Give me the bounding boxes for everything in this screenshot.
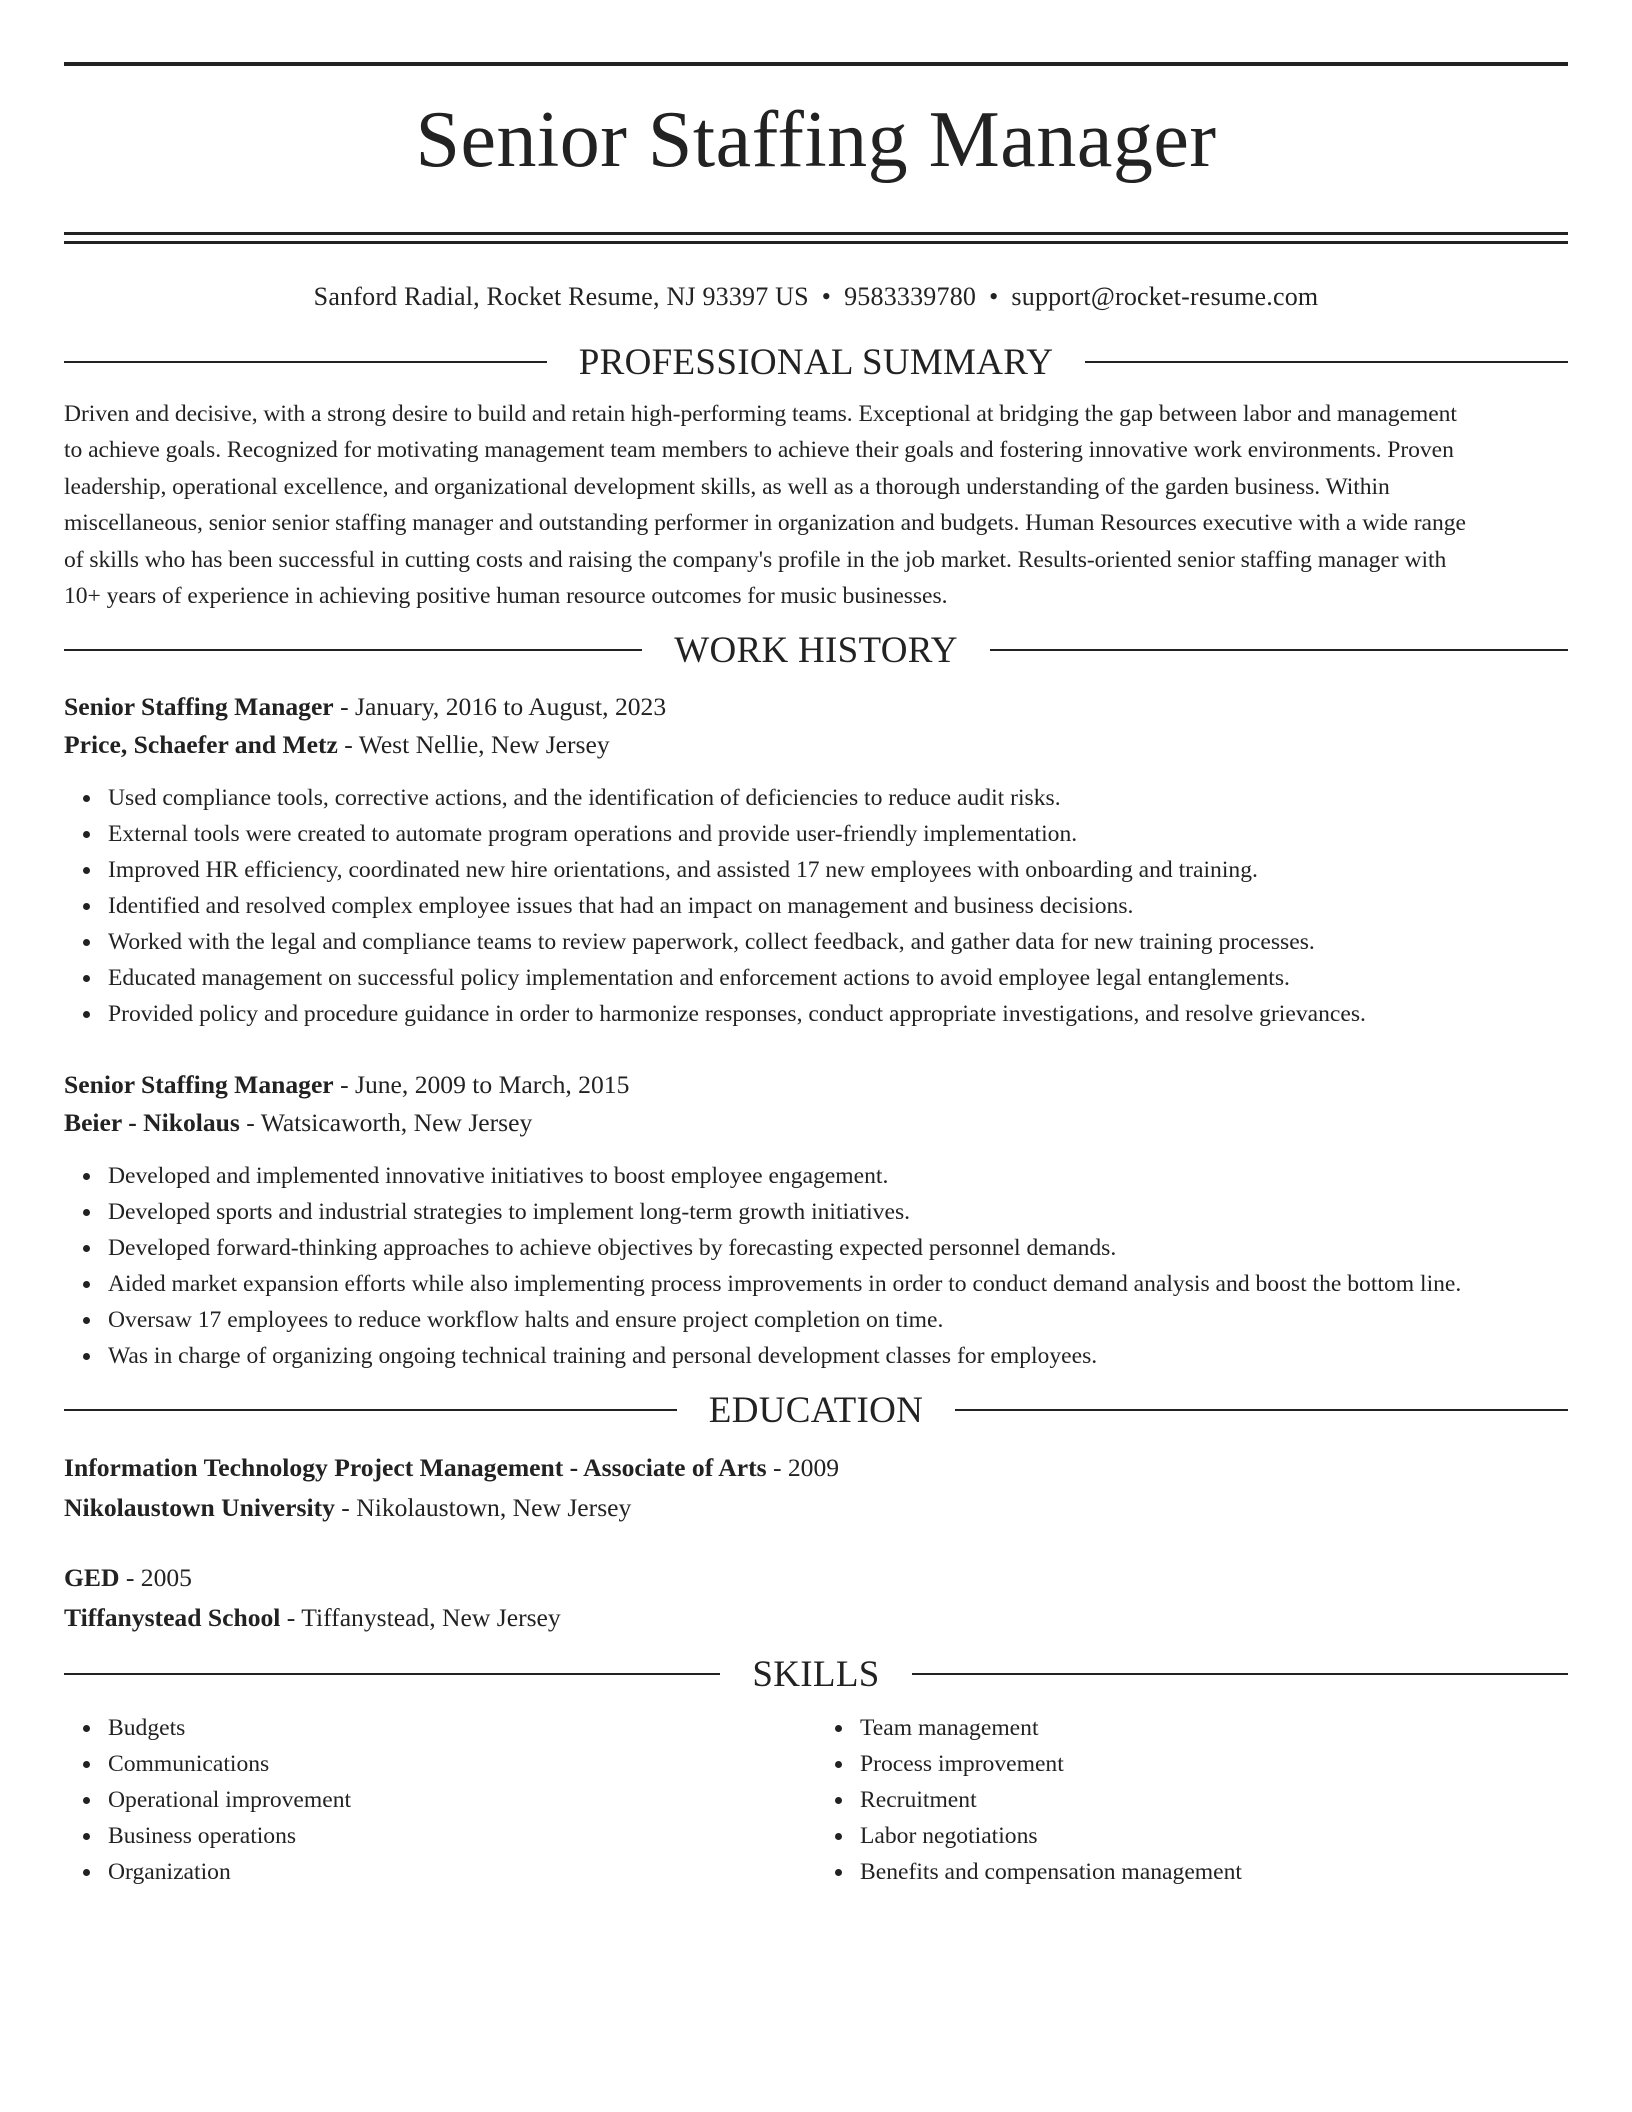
section-title: PROFESSIONAL SUMMARY xyxy=(578,341,1054,383)
heading-rule-right xyxy=(955,1409,1568,1411)
education-degree: GED xyxy=(64,1563,120,1593)
job-title-line xyxy=(64,688,1568,726)
section-heading-skills xyxy=(64,1652,1568,1696)
education-school: Nikolaustown University xyxy=(64,1493,335,1523)
summary-line: of skills who has been successful in cutting costs and raising the company's profile in the job market. Results-oriented senior staffing manager with xyxy=(64,546,1447,573)
name-rule-lower xyxy=(64,241,1568,244)
resume-name: Senior Staffing Manager xyxy=(415,96,1217,184)
education-year: - 2009 xyxy=(766,1453,840,1483)
name-rule-upper xyxy=(64,232,1568,235)
heading-rule-right xyxy=(990,649,1568,651)
list-item: Improved HR efficiency, coordinated new hire orientations, and assisted 17 new employees with onboarding and training. xyxy=(108,852,1568,888)
heading-rule-right xyxy=(912,1673,1568,1675)
skill-item: Recruitment xyxy=(860,1782,1568,1818)
education-year: - 2005 xyxy=(119,1563,192,1593)
list-item: External tools were created to automate program operations and provide user-friendly implementation. xyxy=(108,816,1568,852)
skill-item: Budgets xyxy=(108,1710,816,1746)
education-location: - Nikolaustown, New Jersey xyxy=(334,1493,632,1523)
list-item: Was in charge of organizing ongoing technical training and personal development classes for employees. xyxy=(108,1338,1568,1374)
skills-columns xyxy=(64,1710,1568,1890)
skill-item: Communications xyxy=(108,1746,816,1782)
skills-list-left xyxy=(64,1710,816,1890)
education-degree-line xyxy=(64,1448,1568,1488)
job-location: - West Nellie, New Jersey xyxy=(337,730,610,760)
section-title: SKILLS xyxy=(752,1653,880,1695)
contact-separator: • xyxy=(821,282,832,311)
education-school: Tiffanystead School xyxy=(64,1603,281,1633)
education-school-line xyxy=(64,1598,1568,1638)
heading-rule-left xyxy=(64,361,547,363)
job-bullets xyxy=(64,1158,1568,1374)
summary-line: miscellaneous, senior senior staffing manager and outstanding performer in organization and budgets. Human Resources executive with a wide range xyxy=(64,510,1466,537)
list-item: Used compliance tools, corrective actions, and the identification of deficiencies to reduce audit risks. xyxy=(108,780,1568,816)
contact-separator: • xyxy=(989,282,999,311)
list-item: Developed sports and industrial strategies to implement long-term growth initiatives. xyxy=(108,1194,1568,1230)
heading-rule-left xyxy=(64,649,642,651)
list-item: Identified and resolved complex employee issues that had an impact on management and business decisions. xyxy=(108,888,1568,924)
job-bullets xyxy=(64,780,1568,1032)
list-item: Educated management on successful policy implementation and enforcement actions to avoid employee legal entanglements. xyxy=(108,960,1568,996)
education-degree-line xyxy=(64,1558,1568,1598)
section-title: WORK HISTORY xyxy=(674,629,958,671)
summary-line: Driven and decisive, with a strong desire to build and retain high-performing teams. Exceptional at bridging the gap between labor and management xyxy=(64,401,1457,427)
job-entry xyxy=(64,688,1568,1032)
contact-email: support@rocket-resume.com xyxy=(1011,282,1319,311)
skill-item: Organization xyxy=(108,1854,816,1890)
contact-phone: 9583339780 xyxy=(844,282,977,311)
list-item: Aided market expansion efforts while also implementing process improvements in order to conduct demand analysis and boost the bottom line. xyxy=(108,1266,1568,1302)
contact-line xyxy=(64,280,1568,314)
job-title: Senior Staffing Manager xyxy=(64,692,334,722)
list-item: Provided policy and procedure guidance in order to harmonize responses, conduct appropriate investigations, and resolve grievances. xyxy=(108,996,1568,1032)
contact-address: Sanford Radial, Rocket Resume, NJ 93397 US xyxy=(313,282,809,311)
heading-rule-left xyxy=(64,1673,720,1675)
summary-text xyxy=(64,396,1568,614)
job-dates: - January, 2016 to August, 2023 xyxy=(333,692,667,722)
section-title: EDUCATION xyxy=(708,1389,924,1431)
list-item: Worked with the legal and compliance teams to review paperwork, collect feedback, and gather data for new training processes. xyxy=(108,924,1568,960)
list-item: Developed forward-thinking approaches to achieve objectives by forecasting expected personnel demands. xyxy=(108,1230,1568,1266)
heading-rule-right xyxy=(1085,361,1568,363)
summary-line: leadership, operational excellence, and organizational development skills, as well as a thorough understanding of the garden business. Within xyxy=(64,473,1390,500)
skill-item: Process improvement xyxy=(860,1746,1568,1782)
section-heading-work xyxy=(64,628,1568,672)
list-item: Oversaw 17 employees to reduce workflow halts and ensure project completion on time. xyxy=(108,1302,1568,1338)
skill-item: Business operations xyxy=(108,1818,816,1854)
education-school-line xyxy=(64,1488,1568,1528)
job-title-line xyxy=(64,1066,1568,1104)
education-entry xyxy=(64,1558,1568,1638)
skill-item: Team management xyxy=(860,1710,1568,1746)
skills-list-right xyxy=(816,1710,1568,1890)
job-company: Price, Schaefer and Metz xyxy=(64,730,338,760)
skill-item: Operational improvement xyxy=(108,1782,816,1818)
job-company-line xyxy=(64,1104,1568,1142)
education-entry xyxy=(64,1448,1568,1528)
job-title: Senior Staffing Manager xyxy=(64,1070,334,1100)
section-heading-summary xyxy=(64,340,1568,384)
section-heading-education xyxy=(64,1388,1568,1432)
education-degree: Information Technology Project Management - Associate of Arts xyxy=(64,1453,767,1483)
education-location: - Tiffanystead, New Jersey xyxy=(280,1603,561,1633)
list-item: Developed and implemented innovative initiatives to boost employee engagement. xyxy=(108,1158,1568,1194)
heading-rule-left xyxy=(64,1409,677,1411)
summary-line: to achieve goals. Recognized for motivating management team members to achieve their goals and fostering innovative work environments. Proven xyxy=(64,437,1454,464)
job-company-line xyxy=(64,726,1568,764)
summary-line: 10+ years of experience in achieving positive human resource outcomes for music businesses. xyxy=(64,583,948,610)
job-location: - Watsicaworth, New Jersey xyxy=(239,1108,533,1138)
job-company: Beier - Nikolaus xyxy=(64,1108,240,1138)
skill-item: Benefits and compensation management xyxy=(860,1854,1568,1890)
job-entry xyxy=(64,1066,1568,1374)
skill-item: Labor negotiations xyxy=(860,1818,1568,1854)
job-dates: - June, 2009 to March, 2015 xyxy=(333,1070,630,1100)
